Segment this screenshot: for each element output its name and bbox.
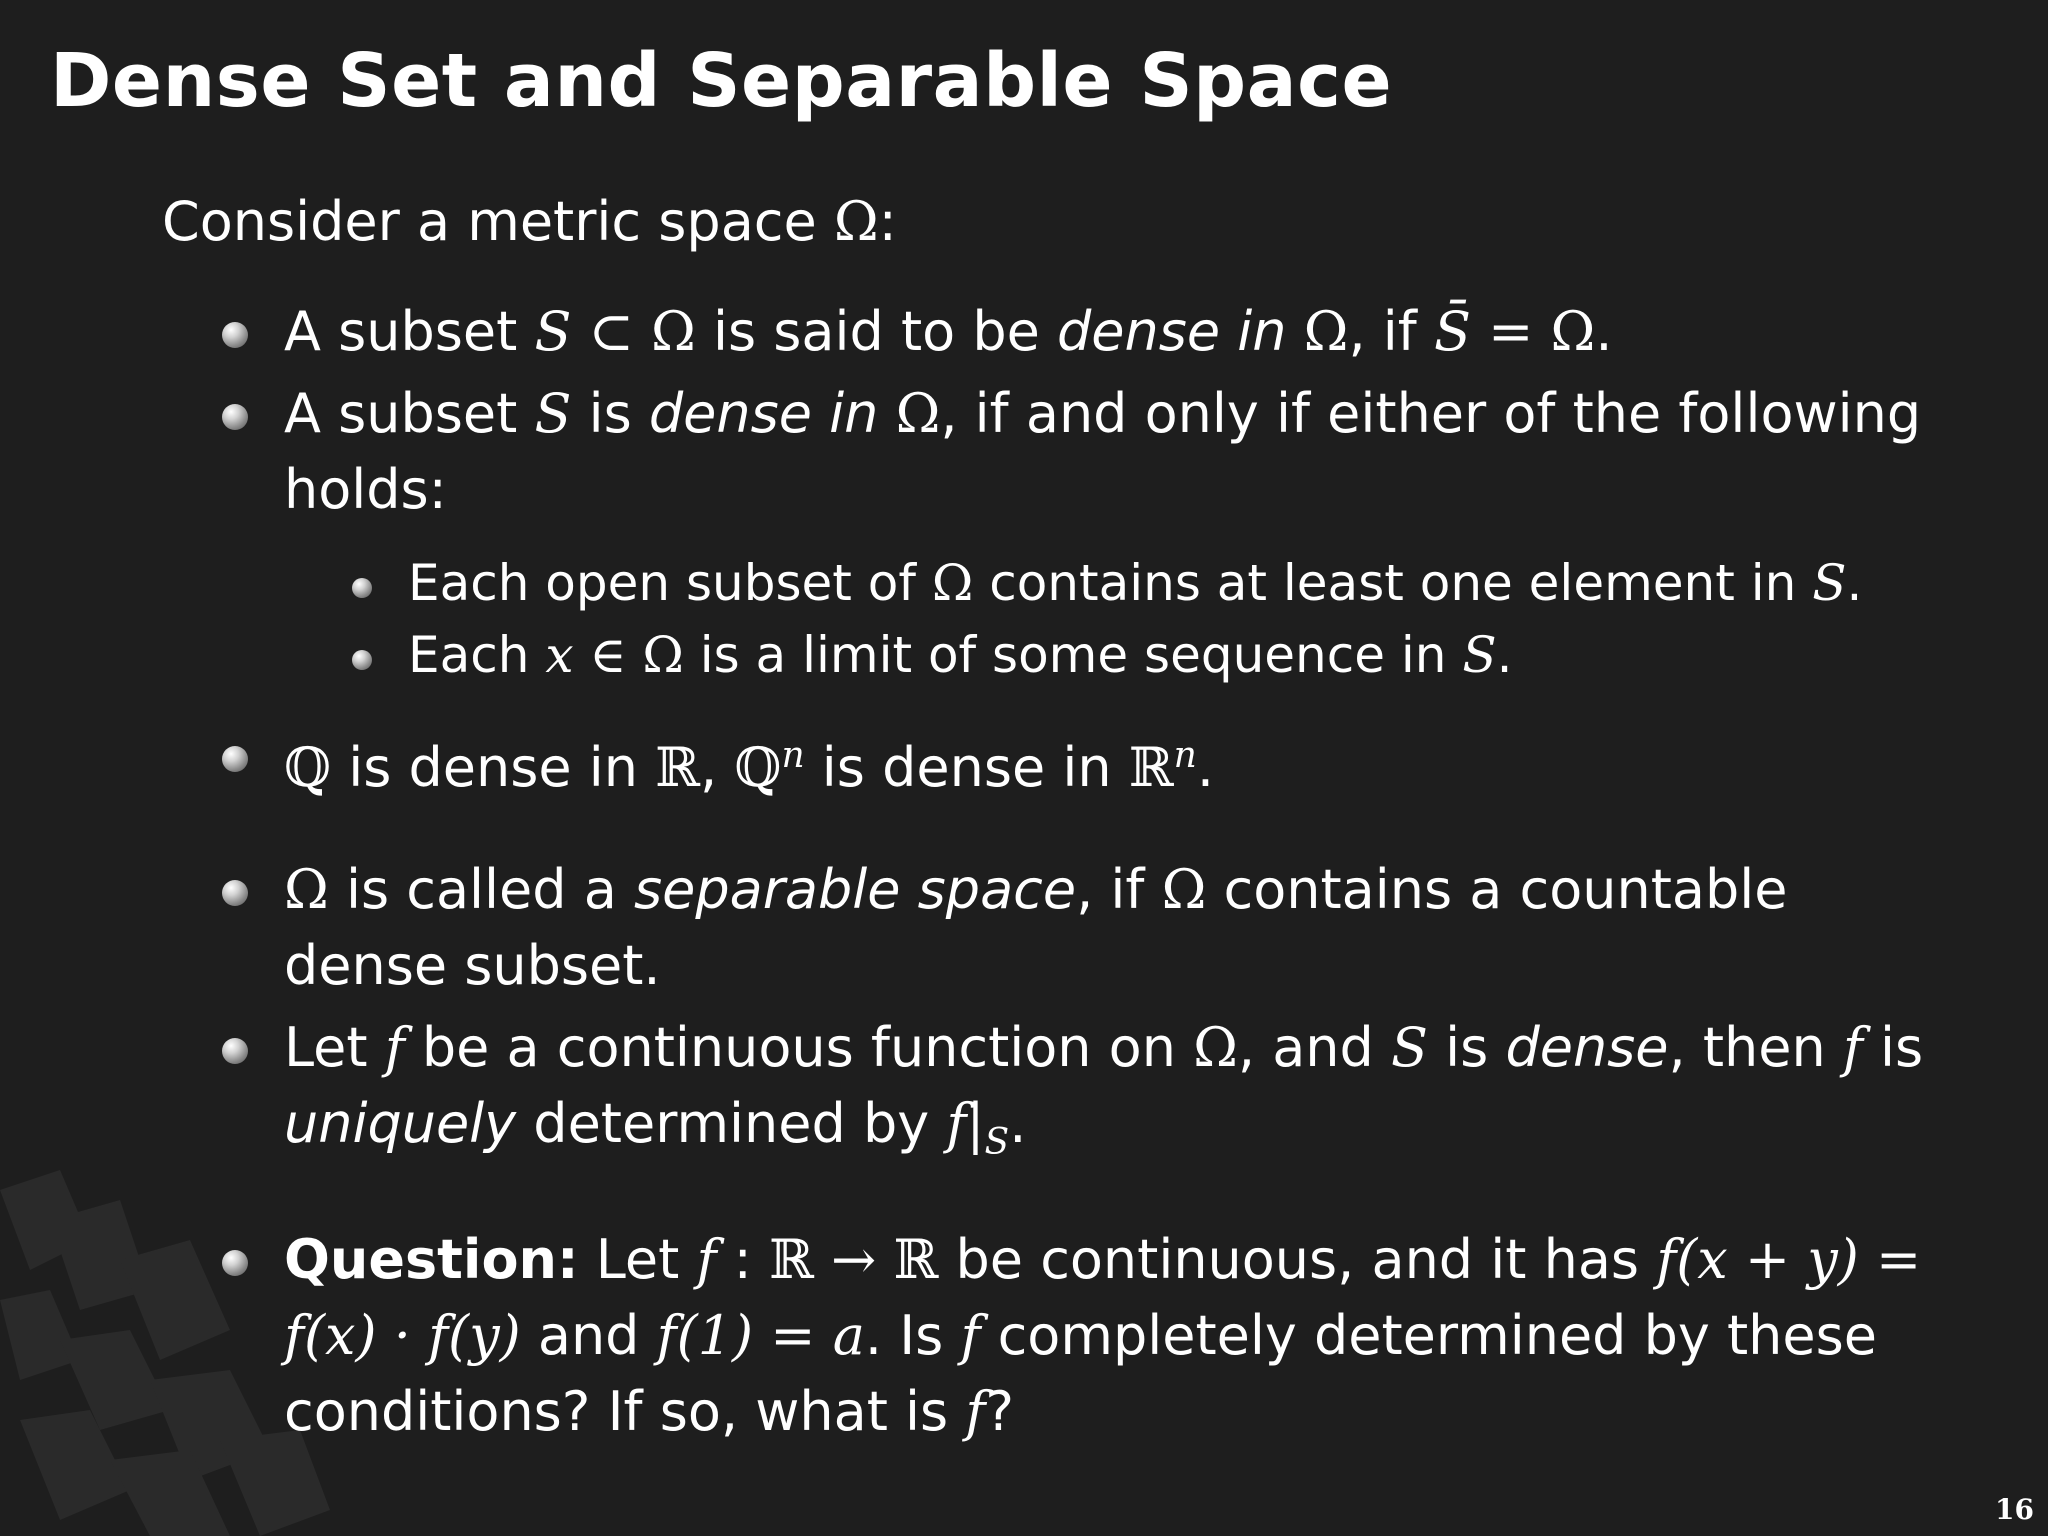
bullet-dense-equivalence: A subset S is dense in Ω, if and only if either of the following holds: — [284, 382, 1922, 521]
bullet-ball-icon — [222, 1038, 248, 1064]
intro-prefix: Consider a metric space — [162, 190, 834, 253]
sub-bullet-ball-icon — [352, 578, 372, 598]
bullet-rationals-example: ℚ is dense in ℝ, ℚ$^n$ is dense in ℝ$^n$. — [284, 735, 1214, 799]
sub-bullet-ball-icon — [352, 650, 372, 670]
slide-title: Dense Set and Separable Space — [50, 38, 1393, 124]
bullet-dense-definition: A subset S ⊂ Ω is said to be dense in Ω, if S̄ = Ω. — [284, 300, 1613, 363]
bullet-ball-icon — [222, 322, 248, 348]
intro-omega: Ω — [833, 190, 879, 253]
bullet-continuous-function: Let f be a continuous function on Ω, and S is dense, then f is uniquely determined by $f|_S$. — [284, 1016, 1924, 1163]
intro-text — [162, 190, 897, 253]
bullet-ball-icon — [222, 880, 248, 906]
bullet-ball-icon — [222, 746, 248, 772]
sub-bullet-open-subset: Each open subset of Ω contains at least one element in S. — [408, 554, 1863, 612]
bullet-separable-space: Ω is called a separable space, if Ω contains a countable dense subset. — [284, 858, 1788, 997]
question-label: Question: — [284, 1228, 579, 1291]
bullet-question: Question: Let f : ℝ → ℝ be continuous, and it has f(x + y) = f(x) · f(y) and f(1) = a. Is f completely determined by these conditions? If so, what is f? — [284, 1228, 1922, 1443]
bullet-ball-icon — [222, 1250, 248, 1276]
bullet-ball-icon — [222, 404, 248, 430]
page-number: 16 — [1995, 1493, 2034, 1526]
sub-bullet-limit-sequence: Each x ∈ Ω is a limit of some sequence in S. — [408, 626, 1513, 684]
intro-suffix: : — [878, 190, 897, 253]
